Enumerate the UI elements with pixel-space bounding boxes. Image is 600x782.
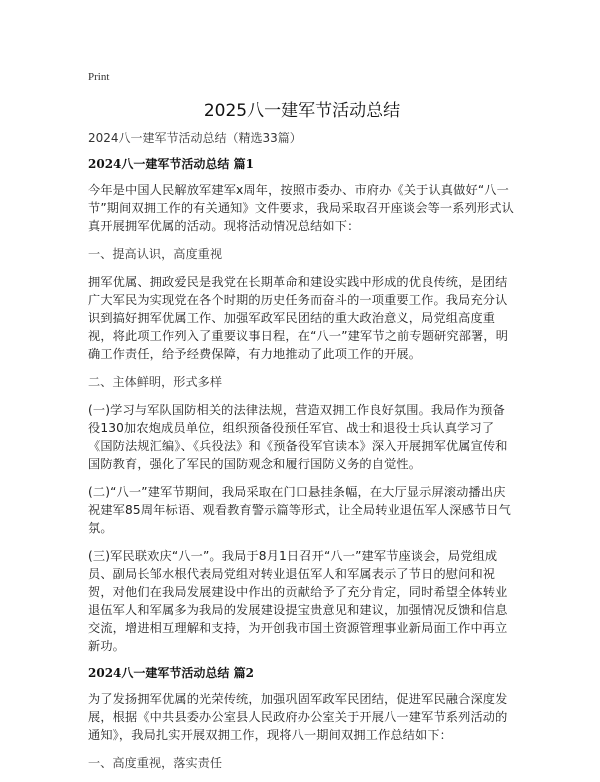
- subsection-heading: 一、提高认识，高度重视: [88, 247, 223, 261]
- section-heading: 2024八一建军节活动总结 篇2: [88, 666, 254, 680]
- paragraph: 为了发扬拥军优属的光荣传统，加强巩固军政军民团结，促进军民融合深度发展，根据《中共县委办公室县人民政府办公室关于开展八一建军节系列活动的通知》，我局扎实开展双拥工作，现将八一期间双拥工作总结如下：: [88, 692, 508, 742]
- paragraph: (一)学习与军队国防相关的法律法规，营造双拥工作良好氛围。我局作为预备役130加农炮成员单位，组织预备役预任军官、战士和退役士兵认真学习了《国防法规汇编》、《兵役法》和《预备役军官读本》深入开展拥军优属宣传和国防教育，强化了军民的国防观念和履行国防义务的自觉性。: [88, 403, 508, 471]
- paragraph: (二)“八一”建军节期间，我局采取在门口悬挂条幅，在大厅显示屏滚动播出庆祝建军85周年标语、观看教育警示篇等形式，让全局转业退伍军人深感节日气氛。: [88, 485, 511, 535]
- paragraph: (三)军民联欢庆“八一”。我局于8月1日召开“八一”建军节座谈会，局党组成员、副局长邹水根代表局党组对转业退伍军人和军属表示了节日的慰问和祝贺，对他们在我局发展建设中作出的贡献给予了充分肯定，同时希望全体转业退伍军人和军属多为我局的发展建设提宝贵意见和建议，加强情况反馈和信息交流，增进相互理解和支持，为开创我市国土资源管理事业新局面工作中再立新功。: [88, 549, 508, 653]
- document-page: [88, 70, 516, 782]
- subsection-heading: 二、主体鲜明，形式多样: [88, 375, 223, 389]
- article-section-1: [88, 156, 516, 655]
- print-link[interactable]: Print: [88, 71, 110, 83]
- section-heading: 2024八一建军节活动总结 篇1: [88, 157, 254, 171]
- paragraph: 拥军优属、拥政爱民是我党在长期革命和建设实践中形成的优良传统，是团结广大军民为实现党在各个时期的历史任务而奋斗的一项重要工作。我局充分认识到搞好拥军优属工作、加强军政军民团结的重大政治意义，局党组高度重视，将此项工作列入了重要议事日程，在“八一”建军节之前专题研究部署，明确工作责任，给予经费保障，有力地推动了此项工作的开展。: [88, 275, 509, 361]
- page-title: 2025八一建军节活动总结: [203, 101, 401, 121]
- subsection-heading: 一、高度重视，落实责任: [88, 756, 223, 770]
- article-section-2: [88, 665, 516, 772]
- document-subtitle: 2024八一建军节活动总结（精选33篇）: [88, 131, 302, 145]
- paragraph: 今年是中国人民解放军建军x周年，按照市委办、市府办《关于认真做好“八一节”期间双拥工作的有关通知》文件要求，我局采取召开座谈会等一系列形式认真开展拥军优属的活动。现将活动情况总结如下：: [88, 183, 514, 233]
